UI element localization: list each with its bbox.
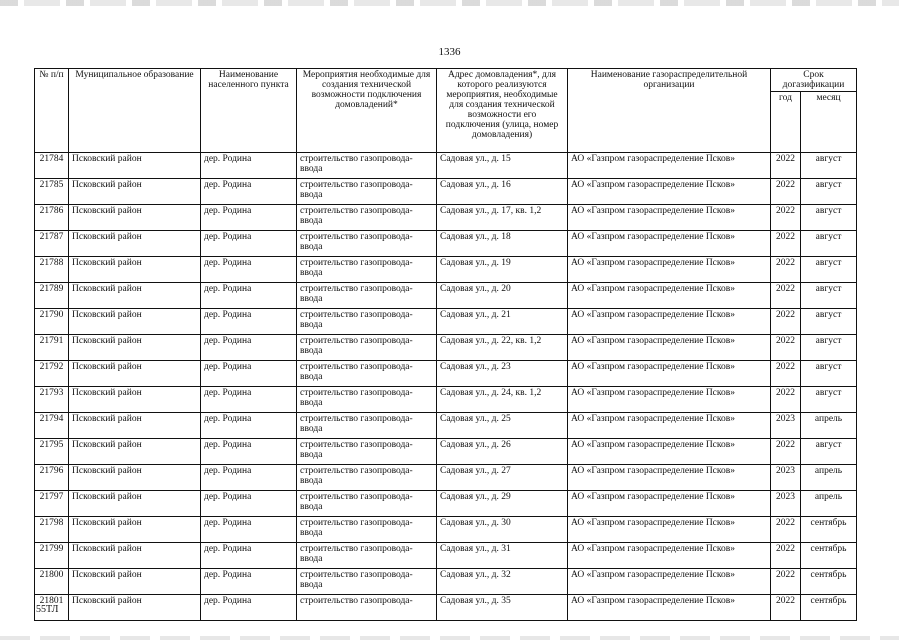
row-number: 21792 (35, 361, 69, 387)
header-measures: Мероприятия необходимые для создания технической возможности подключения домовладений* (297, 69, 437, 153)
row-number: 21785 (35, 179, 69, 205)
table-row (35, 491, 857, 517)
row-number: 21793 (35, 387, 69, 413)
row-municipality: Псковский район (69, 491, 201, 517)
scan-edge-bottom (0, 636, 899, 640)
table-row (35, 439, 857, 465)
table-header (35, 69, 857, 153)
row-settlement: дер. Родина (201, 179, 297, 205)
table-row (35, 231, 857, 257)
table-row (35, 543, 857, 569)
header-organization: Наименование газораспределительной организации (568, 69, 771, 153)
row-month: август (801, 257, 857, 283)
row-number: 21784 (35, 153, 69, 179)
footer-code: 55ТЛ (36, 604, 59, 615)
row-municipality: Псковский район (69, 387, 201, 413)
row-settlement: дер. Родина (201, 439, 297, 465)
row-organization: АО «Газпром газораспределение Псков» (568, 179, 771, 205)
row-measure: строительство газопровода-ввода (297, 543, 437, 569)
row-organization: АО «Газпром газораспределение Псков» (568, 231, 771, 257)
row-settlement: дер. Родина (201, 335, 297, 361)
row-settlement: дер. Родина (201, 569, 297, 595)
row-month: апрель (801, 465, 857, 491)
row-year: 2022 (771, 257, 801, 283)
row-address: Садовая ул., д. 21 (437, 309, 568, 335)
row-number: 21795 (35, 439, 69, 465)
row-measure: строительство газопровода-ввода (297, 465, 437, 491)
row-year: 2022 (771, 335, 801, 361)
row-municipality: Псковский район (69, 543, 201, 569)
row-number: 21801 (35, 595, 69, 621)
row-month: сентябрь (801, 517, 857, 543)
row-address: Садовая ул., д. 15 (437, 153, 568, 179)
row-number: 21790 (35, 309, 69, 335)
row-organization: АО «Газпром газораспределение Псков» (568, 205, 771, 231)
row-municipality: Псковский район (69, 231, 201, 257)
row-year: 2023 (771, 465, 801, 491)
row-settlement: дер. Родина (201, 491, 297, 517)
row-year: 2022 (771, 569, 801, 595)
row-number: 21797 (35, 491, 69, 517)
row-measure: строительство газопровода-ввода (297, 439, 437, 465)
row-municipality: Псковский район (69, 335, 201, 361)
page-number: 1336 (438, 46, 461, 58)
table-row (35, 179, 857, 205)
row-organization: АО «Газпром газораспределение Псков» (568, 309, 771, 335)
header-month: месяц (801, 92, 857, 153)
row-address: Садовая ул., д. 29 (437, 491, 568, 517)
table-row (35, 205, 857, 231)
row-measure: строительство газопровода-ввода (297, 491, 437, 517)
table-row (35, 361, 857, 387)
row-month: сентябрь (801, 543, 857, 569)
row-organization: АО «Газпром газораспределение Псков» (568, 257, 771, 283)
row-address: Садовая ул., д. 32 (437, 569, 568, 595)
row-address: Садовая ул., д. 23 (437, 361, 568, 387)
row-settlement: дер. Родина (201, 413, 297, 439)
row-organization: АО «Газпром газораспределение Псков» (568, 465, 771, 491)
row-organization: АО «Газпром газораспределение Псков» (568, 491, 771, 517)
row-organization: АО «Газпром газораспределение Псков» (568, 543, 771, 569)
row-measure: строительство газопровода-ввода (297, 179, 437, 205)
row-month: август (801, 231, 857, 257)
row-month: август (801, 179, 857, 205)
row-organization: АО «Газпром газораспределение Псков» (568, 413, 771, 439)
table-row (35, 335, 857, 361)
row-measure: строительство газопровода-ввода (297, 387, 437, 413)
row-address: Садовая ул., д. 22, кв. 1,2 (437, 335, 568, 361)
row-address: Садовая ул., д. 16 (437, 179, 568, 205)
header-address: Адрес домовладения*, для которого реализуются мероприятия, необходимые для создания технической возможности его подключения (улица, номер домовладения) (437, 69, 568, 153)
table-body (35, 153, 857, 621)
row-organization: АО «Газпром газораспределение Псков» (568, 153, 771, 179)
table-row (35, 153, 857, 179)
row-address: Садовая ул., д. 31 (437, 543, 568, 569)
table-row (35, 595, 857, 621)
row-measure: строительство газопровода-ввода (297, 205, 437, 231)
row-settlement: дер. Родина (201, 153, 297, 179)
row-number: 21789 (35, 283, 69, 309)
row-number: 21798 (35, 517, 69, 543)
row-month: август (801, 361, 857, 387)
row-organization: АО «Газпром газораспределение Псков» (568, 595, 771, 621)
row-settlement: дер. Родина (201, 361, 297, 387)
row-organization: АО «Газпром газораспределение Псков» (568, 283, 771, 309)
row-measure: строительство газопровода-ввода (297, 257, 437, 283)
table-row (35, 465, 857, 491)
row-municipality: Псковский район (69, 439, 201, 465)
row-measure: строительство газопровода-ввода (297, 231, 437, 257)
row-organization: АО «Газпром газораспределение Псков» (568, 387, 771, 413)
row-measure: строительство газопровода-ввода (297, 361, 437, 387)
row-year: 2023 (771, 413, 801, 439)
row-settlement: дер. Родина (201, 387, 297, 413)
table-row (35, 517, 857, 543)
row-year: 2022 (771, 543, 801, 569)
row-settlement: дер. Родина (201, 465, 297, 491)
row-organization: АО «Газпром газораспределение Псков» (568, 517, 771, 543)
header-settlement: Наименование населенного пункта (201, 69, 297, 153)
row-number: 21796 (35, 465, 69, 491)
row-year: 2022 (771, 387, 801, 413)
row-measure: строительство газопровода- (297, 595, 437, 621)
table-row (35, 309, 857, 335)
row-year: 2022 (771, 153, 801, 179)
row-municipality: Псковский район (69, 517, 201, 543)
table-row (35, 569, 857, 595)
row-month: апрель (801, 413, 857, 439)
row-municipality: Псковский район (69, 595, 201, 621)
row-settlement: дер. Родина (201, 309, 297, 335)
row-settlement: дер. Родина (201, 231, 297, 257)
gasification-table (34, 68, 857, 621)
row-address: Садовая ул., д. 26 (437, 439, 568, 465)
row-municipality: Псковский район (69, 205, 201, 231)
row-organization: АО «Газпром газораспределение Псков» (568, 569, 771, 595)
row-settlement: дер. Родина (201, 595, 297, 621)
row-address: Садовая ул., д. 30 (437, 517, 568, 543)
row-organization: АО «Газпром газораспределение Псков» (568, 439, 771, 465)
row-month: апрель (801, 491, 857, 517)
row-municipality: Псковский район (69, 309, 201, 335)
row-measure: строительство газопровода-ввода (297, 517, 437, 543)
row-organization: АО «Газпром газораспределение Псков» (568, 335, 771, 361)
row-address: Садовая ул., д. 35 (437, 595, 568, 621)
row-address: Садовая ул., д. 27 (437, 465, 568, 491)
row-year: 2023 (771, 491, 801, 517)
row-number: 21800 (35, 569, 69, 595)
row-municipality: Псковский район (69, 153, 201, 179)
row-number: 21786 (35, 205, 69, 231)
row-number: 21787 (35, 231, 69, 257)
header-num: № п/п (35, 69, 69, 153)
row-address: Садовая ул., д. 24, кв. 1,2 (437, 387, 568, 413)
row-month: август (801, 387, 857, 413)
scan-edge-top (0, 0, 899, 6)
row-month: август (801, 153, 857, 179)
row-municipality: Псковский район (69, 361, 201, 387)
row-year: 2022 (771, 517, 801, 543)
row-settlement: дер. Родина (201, 205, 297, 231)
row-address: Садовая ул., д. 18 (437, 231, 568, 257)
row-month: август (801, 309, 857, 335)
row-month: август (801, 283, 857, 309)
row-month: август (801, 335, 857, 361)
row-number: 21794 (35, 413, 69, 439)
row-month: сентябрь (801, 569, 857, 595)
header-year: год (771, 92, 801, 153)
row-year: 2022 (771, 361, 801, 387)
row-address: Садовая ул., д. 19 (437, 257, 568, 283)
row-month: сентябрь (801, 595, 857, 621)
row-address: Садовая ул., д. 20 (437, 283, 568, 309)
row-address: Садовая ул., д. 17, кв. 1,2 (437, 205, 568, 231)
row-year: 2022 (771, 595, 801, 621)
row-organization: АО «Газпром газораспределение Псков» (568, 361, 771, 387)
row-month: август (801, 439, 857, 465)
table-row (35, 257, 857, 283)
row-municipality: Псковский район (69, 179, 201, 205)
row-address: Садовая ул., д. 25 (437, 413, 568, 439)
row-measure: строительство газопровода-ввода (297, 153, 437, 179)
header-term: Срок догазификации (771, 69, 857, 92)
row-municipality: Псковский район (69, 413, 201, 439)
row-settlement: дер. Родина (201, 257, 297, 283)
row-measure: строительство газопровода-ввода (297, 335, 437, 361)
row-year: 2022 (771, 283, 801, 309)
row-measure: строительство газопровода-ввода (297, 413, 437, 439)
row-year: 2022 (771, 179, 801, 205)
row-settlement: дер. Родина (201, 543, 297, 569)
row-number: 21788 (35, 257, 69, 283)
row-number: 21799 (35, 543, 69, 569)
row-municipality: Псковский район (69, 257, 201, 283)
row-year: 2022 (771, 231, 801, 257)
row-year: 2022 (771, 205, 801, 231)
row-year: 2022 (771, 439, 801, 465)
row-municipality: Псковский район (69, 465, 201, 491)
row-month: август (801, 205, 857, 231)
table-row (35, 387, 857, 413)
header-municipality: Муниципальное образование (69, 69, 201, 153)
row-municipality: Псковский район (69, 283, 201, 309)
row-settlement: дер. Родина (201, 283, 297, 309)
row-number: 21791 (35, 335, 69, 361)
row-measure: строительство газопровода-ввода (297, 309, 437, 335)
table-row (35, 283, 857, 309)
table-row (35, 413, 857, 439)
row-measure: строительство газопровода-ввода (297, 569, 437, 595)
row-municipality: Псковский район (69, 569, 201, 595)
row-settlement: дер. Родина (201, 517, 297, 543)
row-measure: строительство газопровода-ввода (297, 283, 437, 309)
row-year: 2022 (771, 309, 801, 335)
